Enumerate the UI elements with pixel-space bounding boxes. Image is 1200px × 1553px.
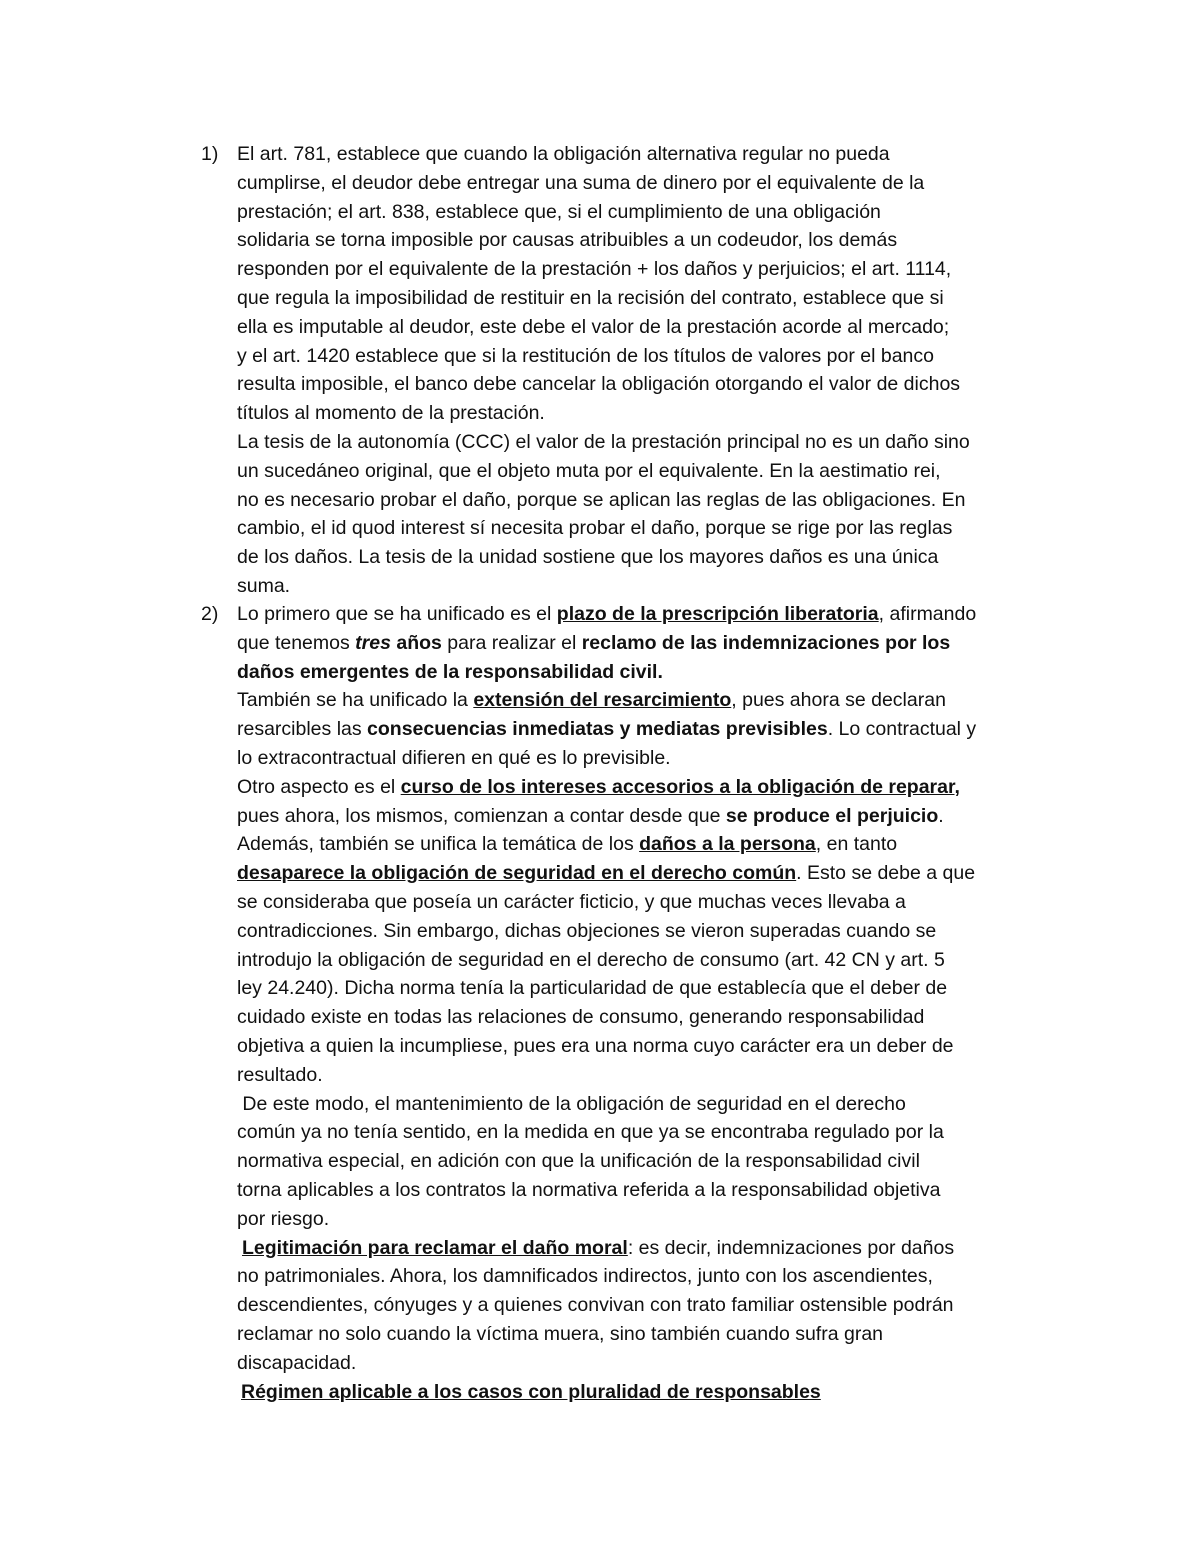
text-line: común ya no tenía sentido, en la medida en que ya se encontraba regulado por la xyxy=(237,1121,944,1144)
text-run: : es decir, indemnizaciones por daños xyxy=(627,1236,955,1259)
text-line xyxy=(237,600,1041,629)
text-line: torna aplicables a los contratos la normativa referida a la responsabilidad objetiva xyxy=(237,1178,941,1201)
text-line: suma. xyxy=(237,574,291,597)
text-line: introdujo la obligación de seguridad en el derecho de consumo (art. 42 CN y art. 5 xyxy=(237,948,945,971)
text-line: un sucedáneo original, que el objeto muta por el equivalente. En la aestimatio rei, xyxy=(237,459,941,482)
text-run: , pues ahora se declaran xyxy=(731,689,946,712)
text-run: que tenemos xyxy=(237,631,356,654)
text-line: ley 24.240). Dicha norma tenía la particularidad de que establecía que el deber de xyxy=(237,977,948,1000)
text-run: resarcibles las xyxy=(237,718,368,741)
text-line: por riesgo. xyxy=(237,1207,330,1230)
text-line: contradicciones. Sin embargo, dichas objeciones se vieron superadas cuando se xyxy=(237,919,937,942)
text-line: cuidado existe en todas las relaciones de consumo, generando responsabilidad xyxy=(237,1006,925,1029)
emphasis-reclamo: reclamo de las indemnizaciones por los xyxy=(581,631,951,654)
text-run: pues ahora, los mismos, comienzan a contar desde que xyxy=(237,804,726,827)
text-line: daños emergentes de la responsabilidad civil. xyxy=(237,660,663,683)
text-line xyxy=(237,715,1041,744)
text-run: . xyxy=(938,804,944,827)
text-line: El art. 781, establece que cuando la obligación alternativa regular no pueda xyxy=(237,143,890,165)
text-run: , afirmando xyxy=(878,603,977,625)
text-run: . Esto se debe a que xyxy=(796,862,976,885)
text-line: resultado. xyxy=(237,1063,323,1086)
text-line xyxy=(237,1234,1041,1263)
emphasis-extension: extensión del resarcimiento xyxy=(473,689,732,712)
emphasis-tres: tres xyxy=(355,631,391,654)
section-heading-regimen: Régimen aplicable a los casos con pluralidad de responsables xyxy=(241,1380,821,1403)
text-line: títulos al momento de la prestación. xyxy=(237,402,545,425)
text-line: objetiva a quien la incumpliese, pues era una norma cuyo carácter era un deber de xyxy=(237,1034,954,1057)
emphasis-legitimacion: Legitimación para reclamar el daño moral xyxy=(242,1236,628,1259)
text-line: resulta imposible, el banco debe cancelar la obligación otorgando el valor de dichos xyxy=(237,373,961,396)
list-item-2 xyxy=(201,600,1041,1406)
text-line xyxy=(237,629,1041,658)
text-line: La tesis de la autonomía (CCC) el valor de la prestación principal no es un daño sino xyxy=(237,430,970,453)
text-line: responden por el equivalente de la prestación + los daños y perjuicios; el art. 1114, xyxy=(237,258,952,281)
paragraph-2 xyxy=(237,600,1041,1406)
text-run: Lo primero que se ha unificado es el xyxy=(237,603,557,625)
emphasis-perjuicio: se produce el perjuicio xyxy=(725,804,939,827)
list-number: 2) xyxy=(201,603,219,625)
text-run: Otro aspecto es el xyxy=(237,775,401,798)
text-line: no es necesario probar el daño, porque se aplican las reglas de las obligaciones. En xyxy=(237,488,966,511)
text-line: de los daños. La tesis de la unidad sostiene que los mayores daños es una única xyxy=(237,546,939,569)
text-line: y el art. 1420 establece que si la restitución de los títulos de valores por el banco xyxy=(237,344,934,367)
text-line: ella es imputable al deudor, este debe el valor de la prestación acorde al mercado; xyxy=(237,315,950,338)
text-run: También se ha unificado la xyxy=(237,689,474,712)
text-line xyxy=(237,802,1041,831)
text-line xyxy=(237,773,1041,802)
text-line: discapacidad. xyxy=(237,1351,357,1374)
text-run: . Lo contractual y xyxy=(827,718,977,741)
text-line: se consideraba que poseía un carácter ficticio, y que muchas veces llevaba a xyxy=(237,890,906,913)
text-line xyxy=(237,686,1041,715)
text-line: reclamar no solo cuando la víctima muera, sino también cuando sufra gran xyxy=(237,1322,884,1345)
text-run: para realizar el xyxy=(441,631,582,654)
text-line xyxy=(237,859,1041,888)
emphasis-danos-persona: daños a la persona xyxy=(639,833,816,856)
text-line: que regula la imposibilidad de restituir en la recisión del contrato, establece que si xyxy=(237,286,944,309)
text-line: prestación; el art. 838, establece que, si el cumplimiento de una obligación xyxy=(237,200,881,223)
text-line: normativa especial, en adición con que la unificación de la responsabilidad civil xyxy=(237,1150,920,1173)
text-line: no patrimoniales. Ahora, los damnificados indirectos, junto con los ascendientes, xyxy=(237,1265,933,1288)
emphasis-consecuencias: consecuencias inmediatas y mediatas previsibles xyxy=(367,718,828,741)
text-line: cumplirse, el deudor debe entregar una suma de dinero por el equivalente de la xyxy=(237,171,925,194)
text-run: , en tanto xyxy=(815,833,898,856)
text-line xyxy=(237,830,1041,859)
text-line: De este modo, el mantenimiento de la obligación de seguridad en el derecho xyxy=(237,1092,906,1115)
paragraph-1 xyxy=(237,140,1041,601)
emphasis-anos: años xyxy=(390,631,442,654)
text-line: solidaria se torna imposible por causas atribuibles a un codeudor, los demás xyxy=(237,229,898,252)
list-item-1 xyxy=(201,140,1041,601)
text-line: cambio, el id quod interest sí necesita probar el daño, porque se rige por las reglas xyxy=(237,517,953,540)
emphasis-desaparece: desaparece la obligación de seguridad en el derecho común xyxy=(237,862,797,885)
list-number: 1) xyxy=(201,143,219,165)
text-line: lo extracontractual difieren en qué es lo previsible. xyxy=(237,746,671,769)
text-line: descendientes, cónyuges y a quienes convivan con trato familiar ostensible podrán xyxy=(237,1294,954,1317)
text-run: Además, también se unifica la temática de los xyxy=(237,833,640,856)
emphasis-prescripcion: plazo de la prescripción liberatoria xyxy=(556,603,879,625)
emphasis-intereses: curso de los intereses accesorios a la obligación de reparar, xyxy=(400,775,960,798)
